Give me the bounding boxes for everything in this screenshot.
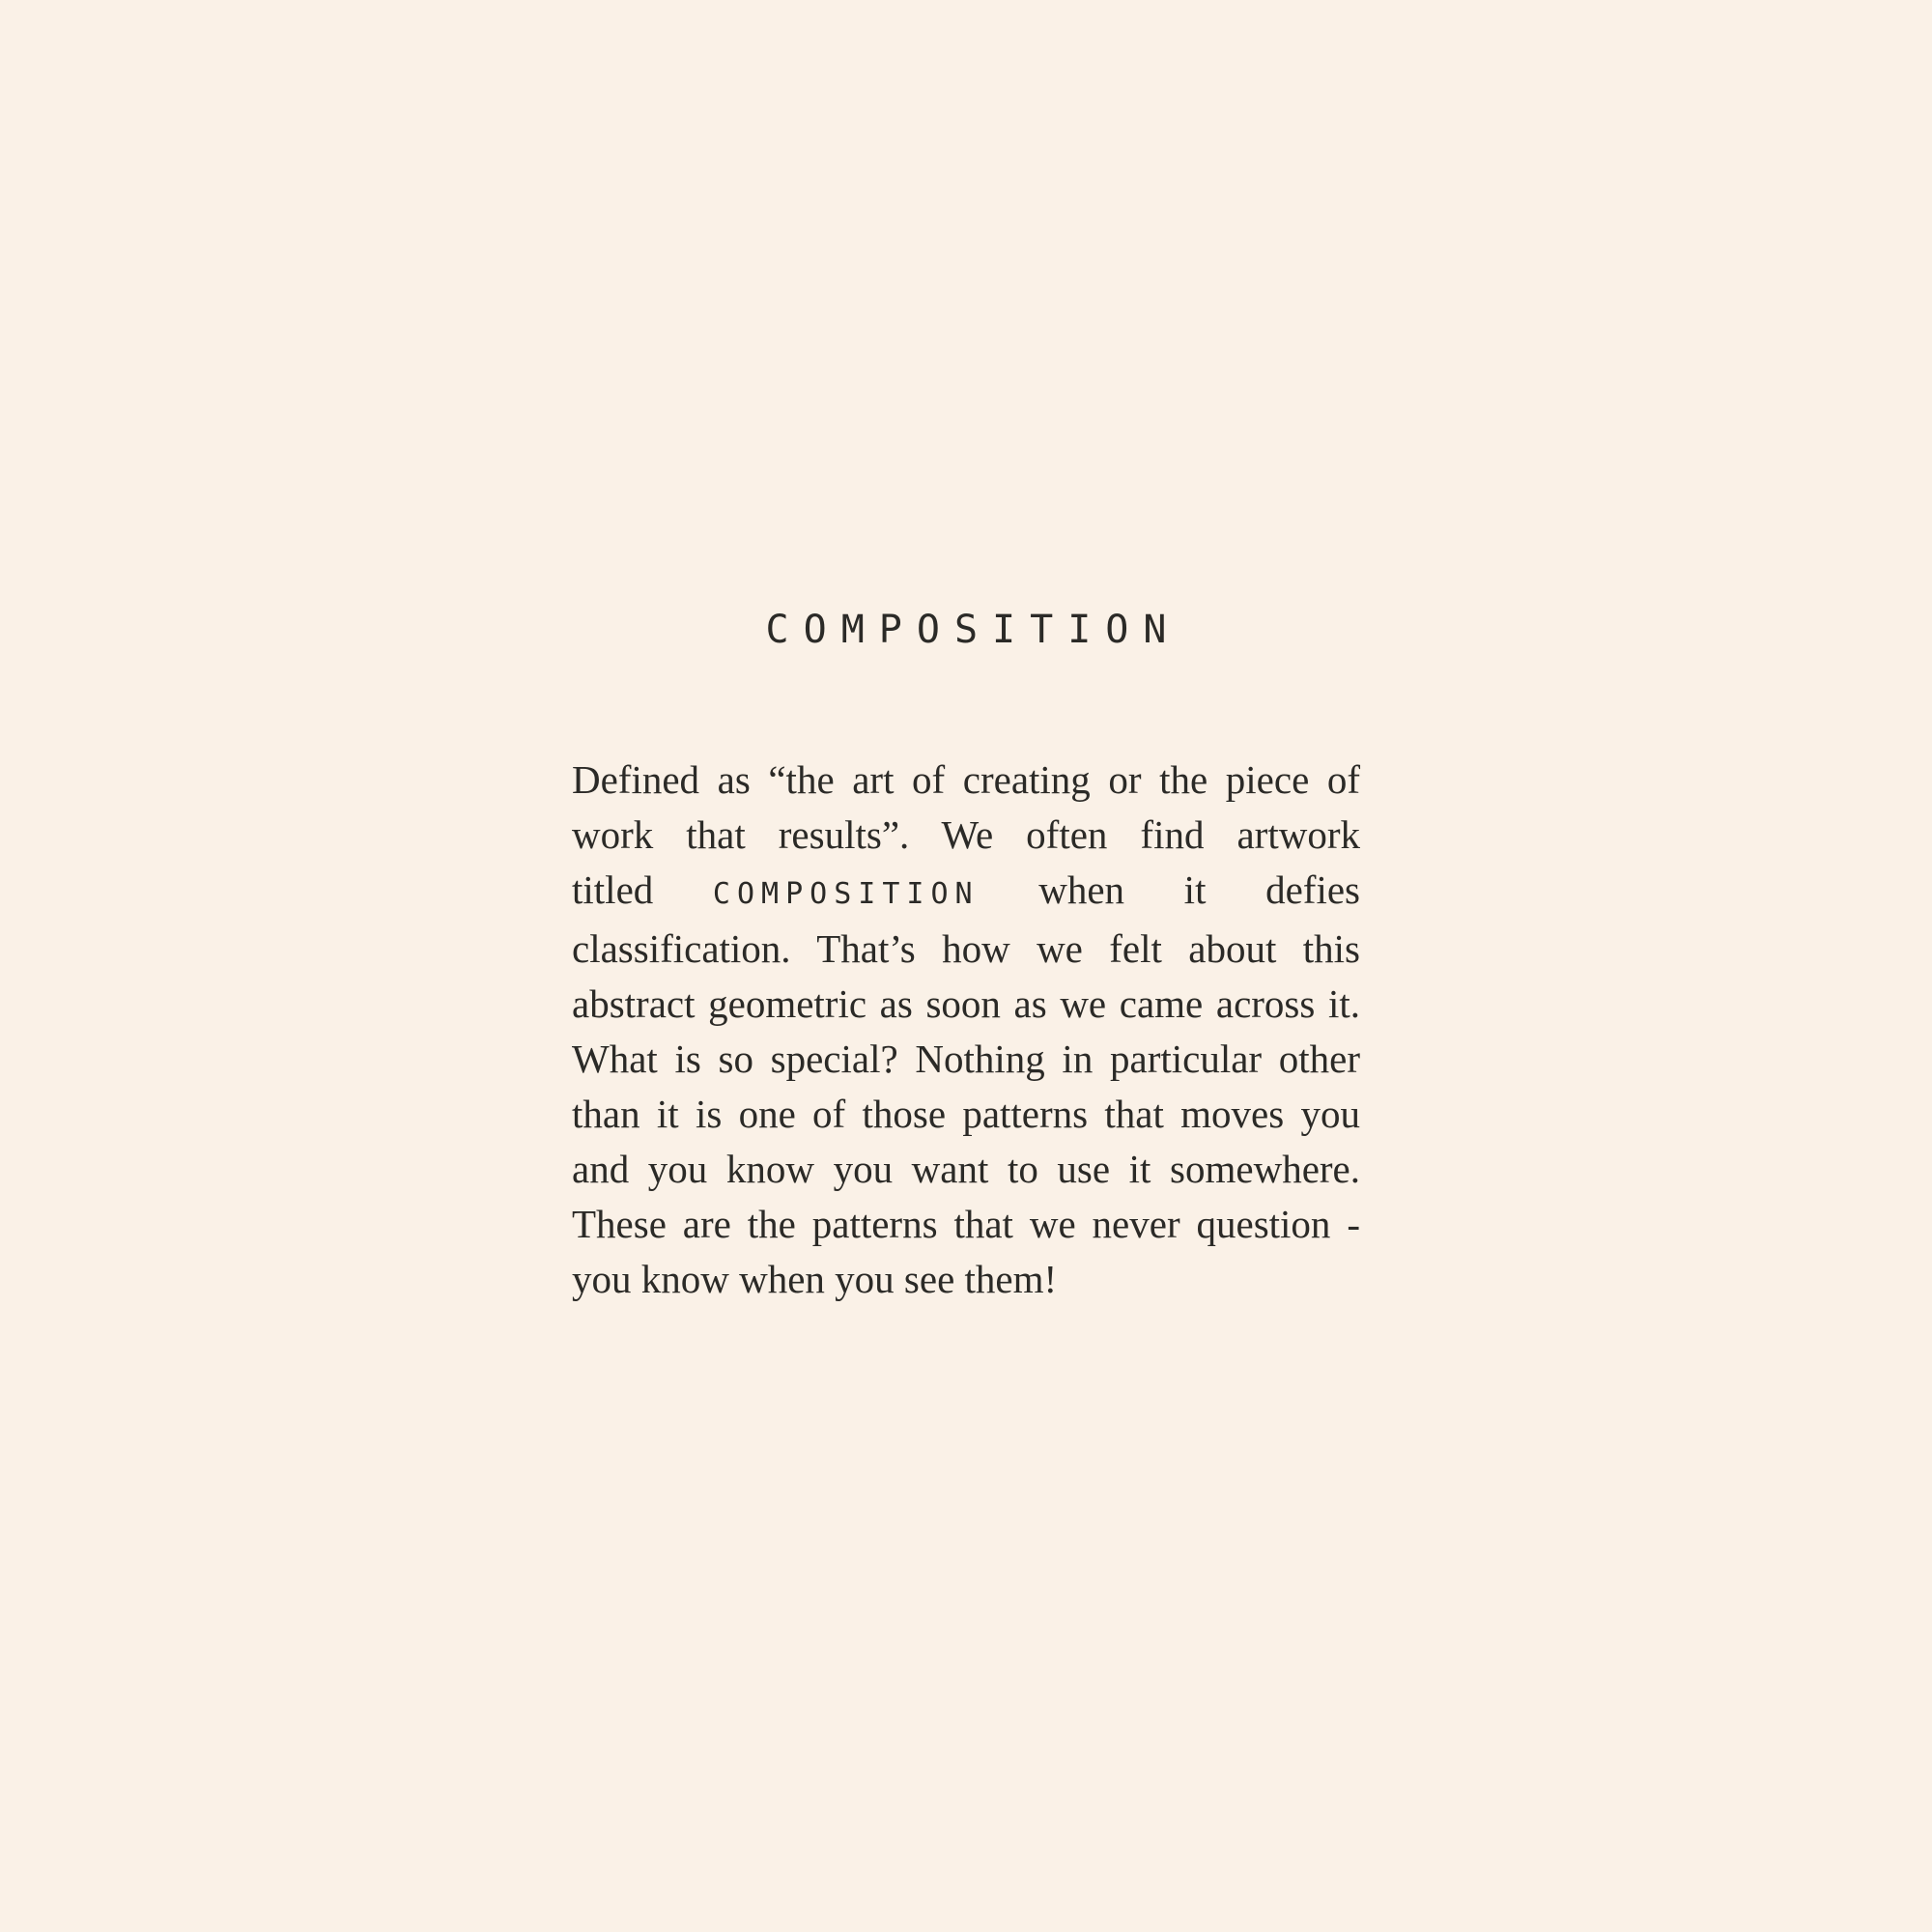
page-title: COMPOSITION bbox=[765, 608, 1181, 652]
paragraph-text-lead: Defined as “the art of creating or the piece of work that results”. We often find artwork titled bbox=[572, 757, 1360, 912]
body-paragraph bbox=[572, 753, 1360, 1307]
paragraph-text-tail: when it defies classification. That’s how we felt about this abstract geometric as soon as we came across it. What is so special? Nothing in particular other than it is one of those patterns that moves you and you know you want to use it somewhere. These are the patterns that we never question - you know when you see them! bbox=[572, 867, 1360, 1301]
inline-composition-label: COMPOSITION bbox=[712, 877, 980, 911]
